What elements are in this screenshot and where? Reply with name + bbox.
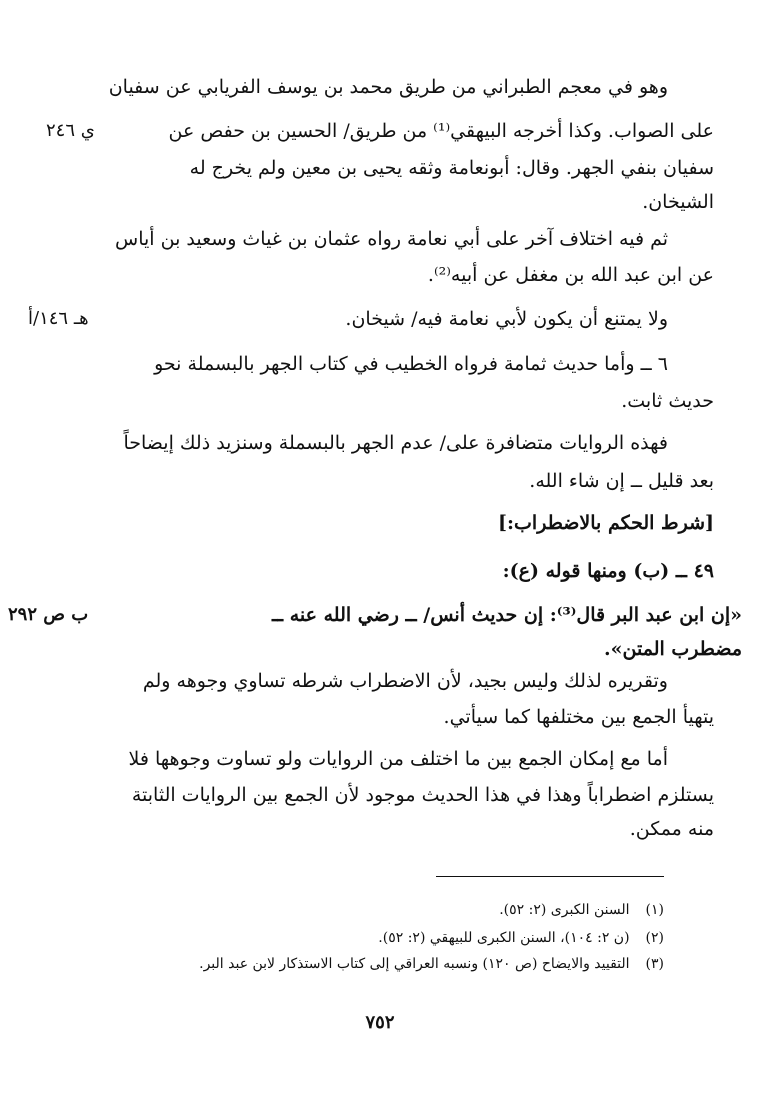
body-line: الشيخان.: [642, 191, 714, 213]
body-line: سفيان بنفي الجهر. وقال: أبونعامة وثقه يحيى بن معين ولم يخرج له: [189, 157, 714, 179]
body-line: وتقريره لذلك وليس بجيد، لأن الاضطراب شرطه تساوي وجوهه ولم: [142, 670, 668, 692]
margin-note-manuscript: هـ ١٤٦/أ: [28, 308, 89, 329]
body-line: فهذه الروايات متضافرة على/ عدم الجهر بالبسملة وسنزيد ذلك إيضاحاً: [123, 432, 668, 454]
body-line: ثم فيه اختلاف آخر على أبي نعامة رواه عثمان بن غياث وسعيد بن أياس: [115, 228, 668, 250]
quoted-line: مضطرب المتن».: [604, 638, 742, 660]
footnote-text: التقييد والايضاح (ص ١٢٠) ونسبه العراقي إلى كتاب الاستذكار لابن عبد البر.: [199, 956, 630, 972]
footnote-text: السنن الكبرى (٢: ٥٢).: [499, 902, 630, 918]
footnote: [378, 926, 664, 950]
margin-note-manuscript: ي ٢٤٦: [46, 120, 95, 141]
body-line: وهو في معجم الطبراني من طريق محمد بن يوسف الفريابي عن سفيان: [108, 76, 668, 98]
body-line: منه ممكن.: [629, 818, 714, 840]
body-line: ولا يمتنع أن يكون لأبي نعامة فيه/ شيخان.: [345, 308, 668, 330]
body-line: بعد قليل ــ إن شاء الله.: [529, 470, 714, 492]
body-line: ٦ ــ وأما حديث ثمامة فرواه الخطيب في كتاب الجهر بالبسملة نحو: [154, 353, 668, 375]
body-line: أما مع إمكان الجمع بين ما اختلف من الروايات ولو تساوت وجوهها فلا: [128, 748, 668, 770]
body-line: يستلزم اضطراباً وهذا في هذا الحديث موجود لأن الجمع بين الروايات الثابتة: [131, 784, 714, 806]
footnote-number: (٢): [645, 930, 664, 946]
quoted-line: «إن ابن عبد البر قال⁽³⁾: إن حديث أنس/ ــ رضي الله عنه ــ: [271, 604, 742, 626]
body-line: عن ابن عبد الله بن مغفل عن أبيه⁽²⁾.: [427, 264, 714, 286]
footnote-number: (١): [645, 902, 664, 918]
body-line: يتهيأ الجمع بين مختلفها كما سيأتي.: [443, 706, 714, 728]
footnote-separator: [436, 876, 664, 877]
footnote: [499, 898, 664, 922]
body-line: على الصواب. وكذا أخرجه البيهقي⁽¹⁾ من طريق/ الحسين بن حفص عن: [168, 120, 714, 142]
footnote-number: (٣): [645, 956, 664, 972]
footnote: [199, 952, 664, 976]
page-number: ٧٥٢: [365, 1012, 395, 1033]
entry-heading: ٤٩ ــ (ب) ومنها قوله (ع):: [502, 560, 714, 582]
body-line: حديث ثابت.: [621, 390, 714, 412]
footnote-text: (ن ٢: ١٠٤)، السنن الكبرى للبيهقي (٢: ٥٢).: [378, 930, 630, 946]
section-heading: [شرط الحكم بالاضطراب:]: [498, 512, 714, 534]
margin-note-manuscript: ب ص ٢٩٢: [8, 604, 89, 625]
